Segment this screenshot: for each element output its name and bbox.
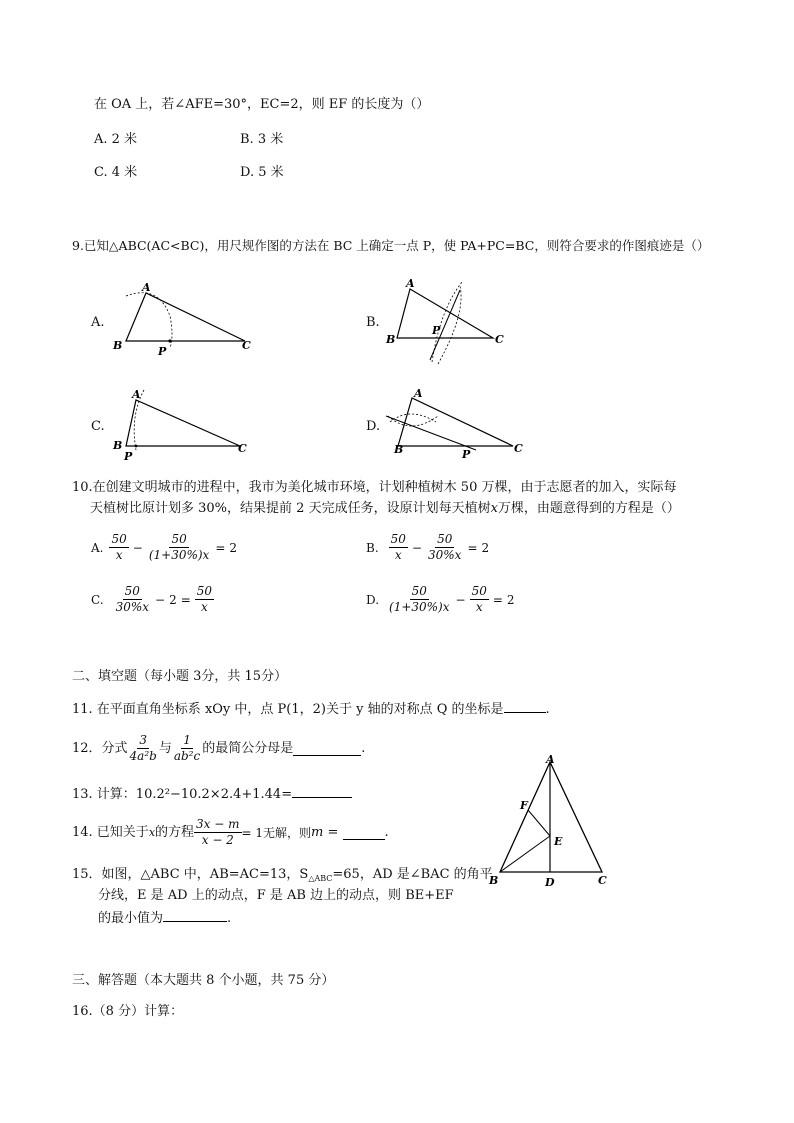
q11-answer-blank[interactable] bbox=[504, 699, 546, 713]
q10-option-b[interactable]: B. $\frac{50}{x}$ − $\frac{50}{30\%x}$ = 2 bbox=[366, 532, 490, 562]
q15-label-e: E bbox=[554, 835, 563, 848]
q10b-frac2: $\frac{50}{30\%x}$ bbox=[427, 532, 462, 562]
q15-line1-a: 15．如图，△ABC 中，AB=AC=13，S bbox=[72, 867, 309, 882]
q15-sub: △ABC bbox=[308, 874, 333, 883]
q15-label-a: A bbox=[546, 753, 555, 766]
q9-option-c-label[interactable]: C. bbox=[91, 419, 105, 434]
q9-figure-b bbox=[380, 270, 520, 366]
q10-stem-line2 bbox=[90, 500, 680, 518]
q9-figure-c bbox=[108, 386, 258, 466]
q9-option-a-label[interactable]: A. bbox=[91, 315, 105, 330]
q9c-label-b: B bbox=[113, 439, 123, 452]
q10c-frac1: $\frac{50}{30\%x}$ bbox=[115, 584, 150, 614]
q9a-label-a: A bbox=[142, 281, 151, 294]
q15-label-c: C bbox=[598, 874, 607, 887]
q15-label-d: D bbox=[545, 876, 555, 889]
q14-x: x bbox=[148, 825, 156, 839]
q14-end: . bbox=[384, 824, 389, 840]
q9d-label-b: B bbox=[394, 443, 404, 456]
q9b-label-c: C bbox=[495, 333, 504, 346]
q10a-frac1: $\frac{50}{x}$ bbox=[111, 532, 127, 562]
q12-post: 的最简公分母是 bbox=[202, 740, 294, 756]
q14-eq: = 1无解，则 bbox=[241, 825, 312, 840]
q15-answer-blank[interactable] bbox=[163, 908, 227, 922]
q12-end: . bbox=[361, 740, 366, 756]
q9b-label-p: P bbox=[432, 324, 441, 337]
q10-option-c[interactable]: C. $\frac{50}{30\%x}$ − 2 = $\frac{50}{x}$ bbox=[91, 584, 213, 614]
q8-option-a[interactable]: A. 2 米 bbox=[94, 132, 138, 147]
q16: 16.（8 分）计算： bbox=[72, 1004, 184, 1019]
q10d-frac1: $\frac{50}{(1+30\%)x}$ bbox=[389, 584, 450, 614]
q9b-label-b: B bbox=[386, 333, 396, 346]
q14-frac: $\frac{3x - m}{x - 2}$ bbox=[196, 817, 240, 847]
q10-option-c-label: C. bbox=[91, 592, 104, 607]
q10-stem-line2-b: 万棵，由题意得到的方程是（） bbox=[497, 501, 680, 516]
q13-text: 13. 计算：10.2²−10.2×2.4+1.44= bbox=[72, 787, 293, 802]
q15-line3-text: 的最小值为 bbox=[98, 911, 164, 926]
q15-label-b: B bbox=[489, 874, 499, 887]
q10-stem-line2-a: 天植树比原计划多 30%，结果提前 2 天完成任务，设原计划每天植树 bbox=[90, 501, 491, 516]
q9a-label-b: B bbox=[113, 339, 123, 352]
q12-answer-blank[interactable] bbox=[293, 742, 361, 756]
q9c-label-c: C bbox=[238, 442, 247, 455]
q10-stem-var: x bbox=[490, 501, 498, 516]
q15-label-f: F bbox=[520, 799, 528, 812]
q8-stem-continuation: 在 OA 上，若∠AFE=30°，EC=2，则 EF 的长度为（） bbox=[94, 97, 430, 112]
q12-pre: 12．分式 bbox=[72, 740, 128, 756]
q8-option-b[interactable]: B. 3 米 bbox=[240, 132, 284, 147]
q14-m: m bbox=[311, 824, 324, 840]
q14 bbox=[72, 817, 389, 848]
q12-frac2: $\frac{1}{\text{ab²c}}$ bbox=[173, 733, 201, 763]
q14-pre: 14. 已知关于 bbox=[72, 824, 149, 840]
q9d-label-c: C bbox=[514, 442, 523, 455]
q15-line3 bbox=[98, 908, 231, 928]
q9a-label-p: P bbox=[158, 345, 167, 358]
q9-stem: 9.已知△ABC(AC<BC)，用尺规作图的方法在 BC 上确定一点 P，使 PA+PC=BC，则符合要求的作图痕迹是（） bbox=[72, 238, 710, 253]
q15-figure-triangle bbox=[484, 752, 614, 890]
q13 bbox=[72, 784, 352, 804]
q9d-label-a: A bbox=[414, 387, 423, 400]
q10c-frac2: $\frac{50}{x}$ bbox=[196, 584, 213, 614]
q9-option-b-label[interactable]: B. bbox=[366, 315, 380, 330]
q10-option-d[interactable]: D. $\frac{50}{(1+30\%)x}$ − $\frac{50}{x}$ = 2 bbox=[366, 584, 515, 614]
q14-mid: 的方程 bbox=[155, 824, 195, 840]
q10-option-a[interactable]: A. $\frac{50}{x}$ − $\frac{50}{(1+30\%)x}$ = 2 bbox=[91, 532, 238, 562]
q15-line1-b: =65，AD 是∠BAC 的角平 bbox=[332, 867, 493, 882]
q10a-frac2: $\frac{50}{(1+30\%)x}$ bbox=[148, 532, 210, 562]
q11-text: 11. 在平面直角坐标系 xOy 中，点 P(1，2)关于 y 轴的对称点 Q 的坐标是 bbox=[72, 702, 504, 717]
q14-answer-blank[interactable] bbox=[343, 826, 385, 840]
q9-option-d-label[interactable]: D. bbox=[366, 419, 381, 434]
q11-end: . bbox=[545, 702, 550, 717]
q10-option-d-label: D. bbox=[366, 592, 380, 607]
q14-eq2: = bbox=[323, 824, 343, 840]
q10b-frac1: $\frac{50}{x}$ bbox=[390, 532, 406, 562]
section2-title: 二、填空题（每小题 3分，共 15分） bbox=[72, 669, 288, 684]
section3-title: 三、解答题（本大题共 8 个小题，共 75 分） bbox=[72, 973, 335, 988]
q8-option-d[interactable]: D. 5 米 bbox=[240, 165, 284, 180]
q9-figure-a bbox=[108, 276, 268, 360]
q13-answer-blank[interactable] bbox=[292, 784, 352, 798]
q15-line1 bbox=[72, 866, 493, 888]
q10d-frac2: $\frac{50}{x}$ bbox=[471, 584, 487, 614]
q8-option-c[interactable]: C. 4 米 bbox=[94, 165, 138, 180]
q9a-label-c: C bbox=[242, 339, 251, 352]
q12-mid: 与 bbox=[158, 740, 172, 756]
q9c-label-a: A bbox=[132, 388, 141, 401]
q9-figure-d bbox=[380, 384, 530, 468]
q10-option-b-label: B. bbox=[366, 540, 379, 555]
q10-option-a-label: A. bbox=[91, 540, 104, 555]
q15-end: . bbox=[227, 911, 232, 926]
q10-stem-line1: 10.在创建文明城市的进程中，我市为美化城市环境，计划种植树木 50 万棵，由于志愿者的加入，实际每 bbox=[72, 480, 677, 495]
q15-line2: 分线，E 是 AD 上的动点，F 是 AB 边上的动点，则 BE+EF bbox=[98, 888, 454, 903]
q9c-label-p: P bbox=[124, 450, 133, 463]
q12-frac1: $\frac{3}{\text{4a²b}}$ bbox=[129, 733, 157, 763]
q9b-label-a: A bbox=[406, 277, 415, 290]
q11 bbox=[72, 699, 550, 719]
q12 bbox=[72, 733, 365, 764]
q9d-label-p: P bbox=[462, 448, 471, 461]
